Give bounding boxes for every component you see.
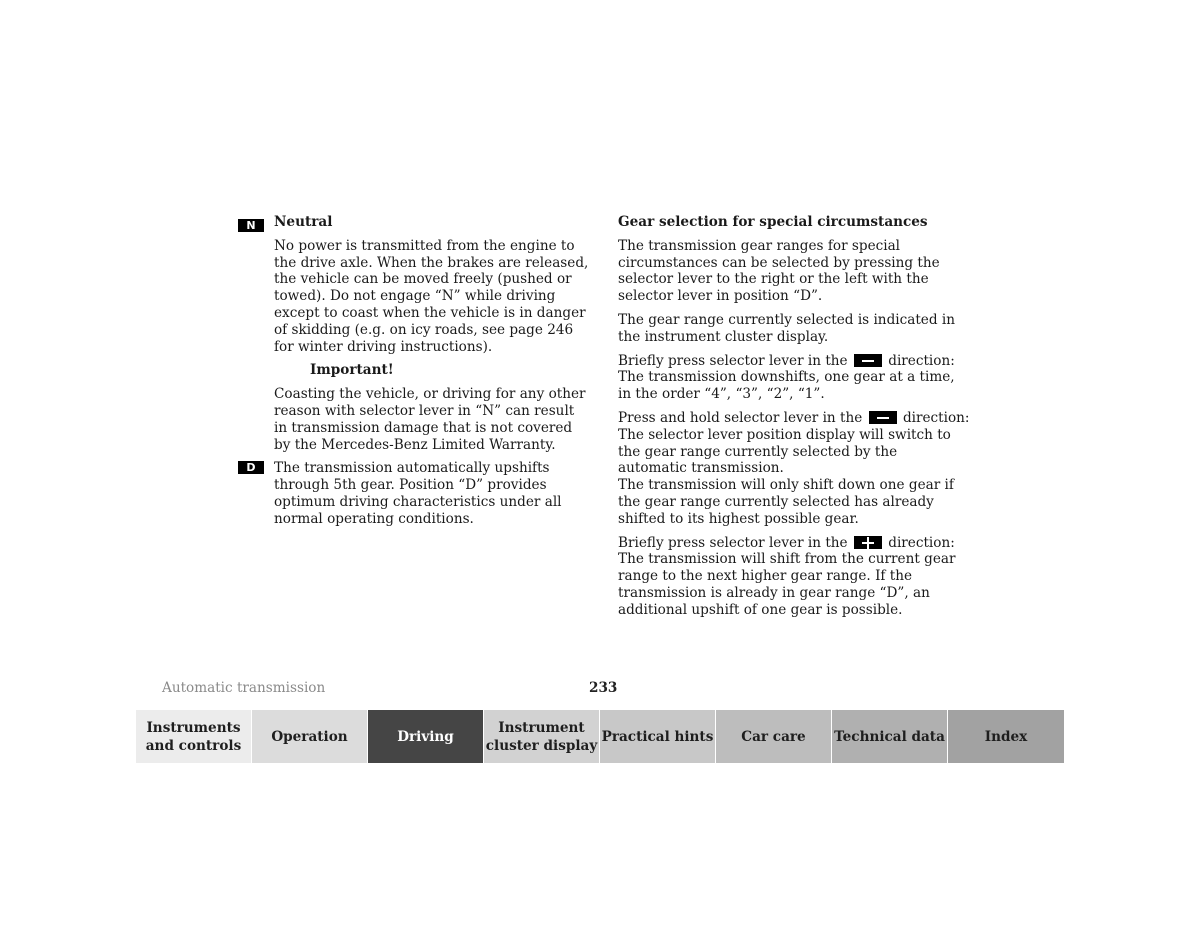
tab-instrument-cluster-display[interactable]: Instrument cluster display bbox=[484, 710, 600, 763]
paragraph-brief-plus: Briefly press selector lever in the direction: The transmission will shift from the current gear range to the next higher gear range. If the transmission is already in gear range “D”, an additional upshift of one gear is possible. bbox=[618, 534, 956, 618]
paragraph-gear-ranges: The transmission gear ranges for special circumstances can be selected by pressing the selector lever to the right or the left with the selector lever in position “D”. bbox=[618, 237, 940, 305]
plus-key-icon bbox=[854, 536, 882, 549]
drive-text: The transmission automatically upshifts through 5th gear. Position “D” provides optimum driving characteristics under all normal operating conditions. bbox=[274, 460, 562, 527]
special-gear-heading: Gear selection for special circumstances bbox=[618, 214, 928, 230]
paragraph-brief-minus: Briefly press selector lever in the direction: The transmission downshifts, one gear at a time, in the order “4”, “3”, “2”, “1”. bbox=[618, 352, 955, 403]
drive-block bbox=[238, 460, 590, 527]
drive-badge: D bbox=[238, 461, 264, 474]
paragraph-hold-minus: Press and hold selector lever in the direction: The selector lever position display will switch to the gear range currently selected by the automatic transmission. The transmission will only shift down one gear if the gear range currently selected has already shifted to its highest possible gear. bbox=[618, 409, 970, 527]
important-text: Coasting the vehicle, or driving for any other reason with selector lever in “N” can result in transmission damage that is not covered by the Mercedes-Benz Limited Warranty. bbox=[274, 386, 586, 453]
minus-key-icon bbox=[854, 354, 882, 367]
minus-key-icon bbox=[869, 411, 897, 424]
tab-instruments-and-controls[interactable]: Instruments and controls bbox=[136, 710, 252, 763]
left-column bbox=[238, 214, 590, 535]
page-number: 233 bbox=[589, 680, 618, 696]
tab-practical-hints[interactable]: Practical hints bbox=[600, 710, 716, 763]
neutral-heading: N Neutral bbox=[238, 214, 590, 231]
tab-operation[interactable]: Operation bbox=[252, 710, 368, 763]
tab-driving[interactable]: Driving bbox=[368, 710, 484, 763]
tab-car-care[interactable]: Car care bbox=[716, 710, 832, 763]
important-heading: Important! bbox=[310, 362, 394, 379]
neutral-text: No power is transmitted from the engine to the drive axle. When the brakes are released, the vehicle can be moved freely (pushed or towed). Do not engage “N” while driving except to coast when the vehicle is in danger of skidding (e.g. on icy roads, see page 246 for winter driving instructions). bbox=[274, 237, 589, 355]
tab-technical-data[interactable]: Technical data bbox=[832, 710, 948, 763]
chapter-nav bbox=[136, 710, 1065, 763]
section-title: Automatic transmission bbox=[162, 680, 326, 696]
right-column bbox=[618, 214, 970, 626]
neutral-badge: N bbox=[238, 219, 264, 232]
paragraph-gear-display: The gear range currently selected is indicated in the instrument cluster display. bbox=[618, 311, 955, 345]
tab-index[interactable]: Index bbox=[948, 710, 1064, 763]
